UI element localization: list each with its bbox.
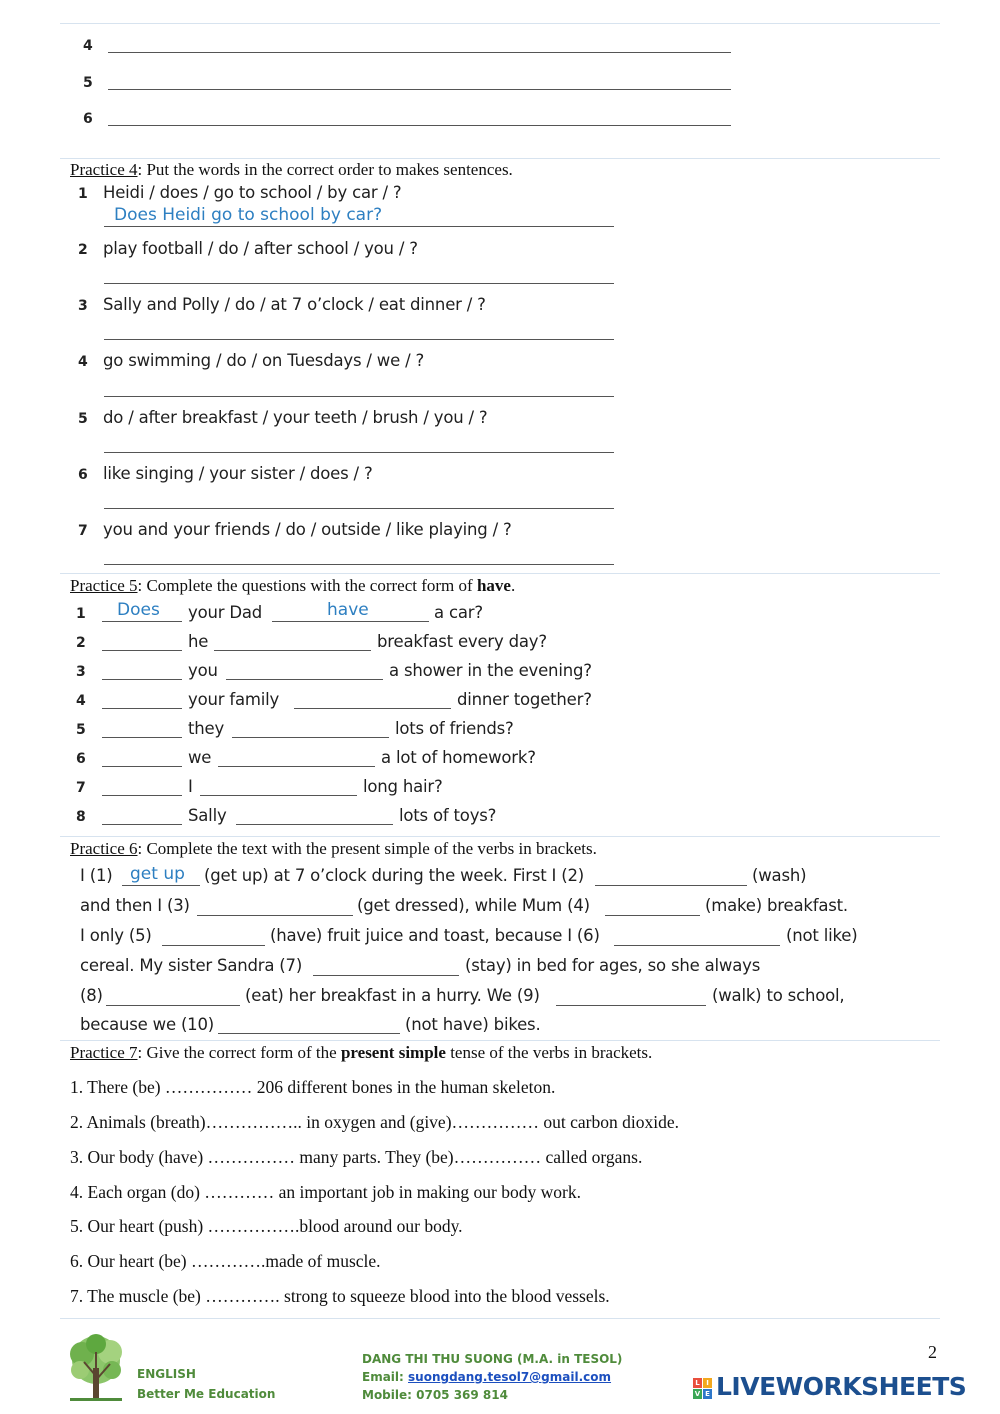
rest-of-question: a lot of homework? bbox=[381, 748, 536, 767]
exercise-sentence[interactable]: 5. Our heart (push) …………….blood around our body. bbox=[70, 1216, 463, 1236]
answer-line[interactable] bbox=[104, 396, 614, 397]
text-segment: (stay) in bed for ages, so she always bbox=[465, 956, 761, 975]
item-number: 4 bbox=[76, 693, 86, 709]
separator bbox=[60, 23, 940, 24]
text-segment: (not have) bikes. bbox=[405, 1015, 541, 1034]
answer-line[interactable] bbox=[104, 226, 614, 227]
answer-line[interactable] bbox=[122, 885, 200, 886]
item-prompt: Sally and Polly / do / at 7 o’clock / eat dinner / ? bbox=[103, 295, 486, 314]
item-number: 7 bbox=[76, 780, 86, 796]
text-segment: cereal. My sister Sandra (7) bbox=[80, 956, 303, 975]
item-prompt: do / after breakfast / your teeth / brush / you / ? bbox=[103, 408, 488, 427]
item-number: 6 bbox=[78, 467, 88, 483]
answer-line[interactable] bbox=[102, 650, 182, 651]
subject: we bbox=[188, 748, 212, 767]
item-prompt: go swimming / do / on Tuesdays / we / ? bbox=[103, 351, 425, 370]
rest-of-question: a shower in the evening? bbox=[389, 661, 592, 680]
item-number: 1 bbox=[78, 186, 88, 202]
rest-of-question: long hair? bbox=[363, 777, 443, 796]
practice-7-title: Practice 7: Give the correct form of the present simple tense of the verbs in brackets. bbox=[70, 1043, 653, 1062]
liveworksheets-logo-icon: L I V E bbox=[693, 1378, 713, 1400]
text-segment: (get up) at 7 o’clock during the week. First I (2) bbox=[204, 866, 585, 885]
page-number: 2 bbox=[928, 1342, 937, 1362]
email-line: Email: suongdang.tesol7@gmail.com bbox=[362, 1370, 612, 1384]
exercise-sentence[interactable]: 6. Our heart (be) ………….made of muscle. bbox=[70, 1251, 381, 1271]
rest-of-question: lots of friends? bbox=[395, 719, 514, 738]
answer-line[interactable] bbox=[226, 679, 383, 680]
answer-line[interactable] bbox=[108, 125, 731, 126]
text-segment: because we (10) bbox=[80, 1015, 215, 1034]
subject: I bbox=[188, 777, 193, 796]
answer-line[interactable] bbox=[236, 824, 393, 825]
subject: they bbox=[188, 719, 225, 738]
text-segment: (walk) to school, bbox=[712, 986, 845, 1005]
item-number: 2 bbox=[76, 635, 86, 651]
tree-logo-icon bbox=[60, 1332, 132, 1406]
answer-line[interactable] bbox=[104, 283, 614, 284]
item-number: 8 bbox=[76, 809, 86, 825]
subject: your Dad bbox=[188, 603, 263, 622]
item-number: 7 bbox=[78, 523, 88, 539]
subject: Sally bbox=[188, 806, 227, 825]
exercise-sentence[interactable]: 2. Animals (breath)…………….. in oxygen and (give)…………… out carbon dioxide. bbox=[70, 1112, 679, 1132]
answer-line[interactable] bbox=[214, 650, 371, 651]
subject: you bbox=[188, 661, 218, 680]
text-segment: (8) bbox=[80, 986, 103, 1005]
line-number: 4 bbox=[83, 38, 93, 54]
answer-line[interactable] bbox=[272, 621, 429, 622]
answer-text[interactable]: Does Heidi go to school by car? bbox=[114, 205, 383, 225]
answer-line[interactable] bbox=[197, 915, 353, 916]
item-number: 3 bbox=[78, 298, 88, 314]
answer-line[interactable] bbox=[232, 737, 389, 738]
separator bbox=[60, 1318, 940, 1319]
subject: your family bbox=[188, 690, 280, 709]
item-prompt: Heidi / does / go to school / by car / ? bbox=[103, 183, 402, 202]
text-segment: I (1) bbox=[80, 866, 113, 885]
answer-line[interactable] bbox=[556, 1005, 706, 1006]
separator bbox=[60, 158, 940, 159]
answer-line[interactable] bbox=[102, 766, 182, 767]
answer-line[interactable] bbox=[102, 737, 182, 738]
answer-line[interactable] bbox=[108, 52, 731, 53]
item-number: 2 bbox=[78, 242, 88, 258]
item-number: 1 bbox=[76, 606, 86, 622]
practice-4-title: Practice 4: Put the words in the correct order to makes sentences. bbox=[70, 160, 513, 179]
answer-line[interactable] bbox=[104, 508, 614, 509]
exercise-sentence[interactable]: 3. Our body (have) …………… many parts. They (be)…………… called organs. bbox=[70, 1147, 643, 1167]
text-segment: (get dressed), while Mum (4) bbox=[357, 896, 590, 915]
item-number: 6 bbox=[76, 751, 86, 767]
exercise-sentence[interactable]: 7. The muscle (be) …………. strong to squeeze blood into the blood vessels. bbox=[70, 1286, 610, 1306]
author-name: DANG THI THU SUONG (M.A. in TESOL) bbox=[362, 1352, 623, 1366]
text-segment: (wash) bbox=[752, 866, 807, 885]
answer-line[interactable] bbox=[102, 824, 182, 825]
email-link[interactable]: suongdang.tesol7@gmail.com bbox=[408, 1370, 612, 1384]
practice-6-title: Practice 6: Complete the text with the present simple of the verbs in brackets. bbox=[70, 839, 597, 858]
answer-line[interactable] bbox=[614, 945, 780, 946]
text-segment: I only (5) bbox=[80, 926, 152, 945]
text-segment: (have) fruit juice and toast, because I (6) bbox=[270, 926, 600, 945]
practice-5-title: Practice 5: Complete the questions with the correct form of have. bbox=[70, 576, 516, 595]
answer-line[interactable] bbox=[104, 564, 614, 565]
rest-of-question: dinner together? bbox=[457, 690, 592, 709]
answer-line[interactable] bbox=[102, 708, 182, 709]
liveworksheets-wordmark[interactable]: LIVEWORKSHEETS bbox=[716, 1372, 967, 1401]
answer-line[interactable] bbox=[313, 975, 459, 976]
text-segment: (not like) bbox=[786, 926, 858, 945]
item-number: 5 bbox=[76, 722, 86, 738]
exercise-sentence[interactable]: 4. Each organ (do) ………… an important job in making our body work. bbox=[70, 1182, 581, 1202]
answer-line[interactable] bbox=[102, 621, 182, 622]
answer-line[interactable] bbox=[294, 708, 451, 709]
rest-of-question: a car? bbox=[434, 603, 483, 622]
answer-line[interactable] bbox=[102, 679, 182, 680]
item-prompt: you and your friends / do / outside / like playing / ? bbox=[103, 520, 512, 539]
answer-line[interactable] bbox=[218, 766, 375, 767]
answer-line[interactable] bbox=[605, 915, 700, 916]
answer-text[interactable]: have bbox=[327, 600, 369, 620]
separator bbox=[60, 573, 940, 574]
subject: he bbox=[188, 632, 209, 651]
line-number: 5 bbox=[83, 75, 93, 91]
answer-line[interactable] bbox=[200, 795, 357, 796]
answer-line[interactable] bbox=[104, 339, 614, 340]
answer-line[interactable] bbox=[102, 795, 182, 796]
item-prompt: play football / do / after school / you / ? bbox=[103, 239, 418, 258]
answer-line[interactable] bbox=[104, 452, 614, 453]
rest-of-question: lots of toys? bbox=[399, 806, 497, 825]
text-segment: (eat) her breakfast in a hurry. We (9) bbox=[245, 986, 540, 1005]
answer-text[interactable]: get up bbox=[130, 864, 185, 884]
exercise-sentence[interactable]: 1. There (be) …………… 206 different bones in the human skeleton. bbox=[70, 1077, 556, 1097]
answer-line[interactable] bbox=[218, 1033, 400, 1034]
rest-of-question: breakfast every day? bbox=[377, 632, 547, 651]
separator bbox=[60, 836, 940, 837]
separator bbox=[60, 1040, 940, 1041]
answer-line[interactable] bbox=[162, 945, 265, 946]
answer-line[interactable] bbox=[106, 1005, 240, 1006]
mobile-number: Mobile: 0705 369 814 bbox=[362, 1388, 508, 1402]
answer-text[interactable]: Does bbox=[117, 600, 160, 620]
answer-line[interactable] bbox=[595, 885, 747, 886]
item-prompt: like singing / your sister / does / ? bbox=[103, 464, 373, 483]
answer-line[interactable] bbox=[108, 89, 731, 90]
item-number: 4 bbox=[78, 354, 88, 370]
line-number: 6 bbox=[83, 111, 93, 127]
text-segment: and then I (3) bbox=[80, 896, 190, 915]
item-number: 5 bbox=[78, 411, 88, 427]
brand-line-1: ENGLISH bbox=[137, 1367, 196, 1381]
brand-line-2: Better Me Education bbox=[137, 1387, 276, 1401]
item-number: 3 bbox=[76, 664, 86, 680]
text-segment: (make) breakfast. bbox=[705, 896, 848, 915]
